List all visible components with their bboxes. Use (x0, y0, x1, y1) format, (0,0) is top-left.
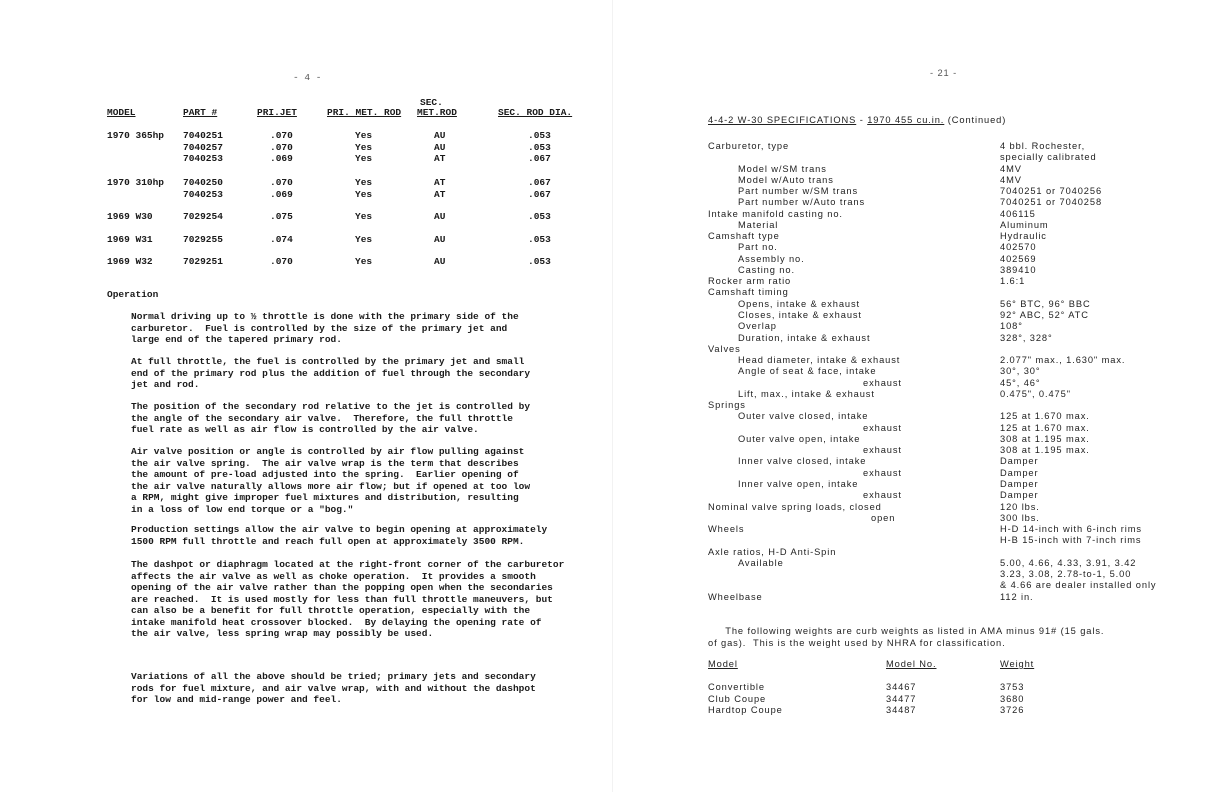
spec-row (708, 197, 1188, 208)
spec-label: Available (738, 557, 784, 568)
section-heading: Operation (107, 289, 159, 300)
spec-label: Springs (708, 400, 746, 411)
spec-row (708, 220, 1188, 231)
spec-label: Part number w/Auto trans (738, 197, 866, 208)
spec-value: 389410 (1000, 264, 1037, 275)
spec-row (708, 423, 1188, 434)
table-cell: AU (434, 256, 446, 267)
column-header: MODEL (107, 107, 136, 118)
spec-row (708, 209, 1188, 220)
spec-row (708, 321, 1188, 332)
spec-row (708, 445, 1188, 456)
table-cell: .067 (528, 189, 551, 200)
paragraph-line: the angle of the secondary air valve. Therefore, the full throttle (131, 412, 513, 424)
spec-title (708, 115, 1006, 125)
spec-row (708, 152, 1188, 163)
spec-label: Model w/SM trans (738, 163, 827, 174)
spec-value: 328°, 328° (1000, 332, 1053, 343)
table-cell: 7040251 (183, 130, 223, 141)
spec-label: Head diameter, intake & exhaust (738, 355, 901, 366)
spec-label: Material (738, 219, 779, 230)
table-cell: Yes (355, 256, 373, 267)
spec-row (708, 535, 1188, 546)
table-cell: .053 (528, 234, 551, 245)
spec-row (708, 141, 1188, 152)
spec-title-sep: - (856, 115, 868, 125)
spec-label: Assembly no. (738, 253, 805, 264)
column-header: PRI. MET. ROD (327, 107, 402, 118)
table-cell: .074 (270, 234, 293, 245)
paragraph-line: jet and rod. (131, 379, 200, 390)
spec-label: Camshaft timing (708, 287, 789, 298)
spec-row (708, 502, 1188, 513)
paragraph-line: large end of the tapered primary rod. (131, 334, 342, 345)
spec-row (708, 276, 1188, 287)
paragraph-line: for low and mid-range power and feel. (131, 694, 342, 705)
spec-value: 125 at 1.670 max. (1000, 411, 1090, 422)
spec-row (708, 254, 1188, 265)
spec-value: H-D 14-inch with 6-inch rims (1000, 524, 1142, 535)
note-line: The following weights are curb weights as listed in AMA minus 91# (15 gals. (708, 626, 1105, 636)
paragraph-line: can also be a benefit for full throttle operation, especially with the (131, 605, 531, 616)
spec-value: 308 at 1.195 max. (1000, 445, 1090, 456)
spec-label: Part number w/SM trans (738, 186, 859, 197)
spec-value: 92° ABC, 52° ATC (1000, 309, 1089, 320)
table-cell: Convertible (708, 682, 765, 692)
column-header: PART # (183, 107, 218, 118)
spec-row (708, 456, 1188, 467)
table-cell: .069 (270, 153, 293, 164)
paragraph-line: Normal driving up to ½ throttle is done with the primary side of the (131, 311, 519, 322)
table-cell: 1969 W31 (107, 234, 153, 245)
spec-row (708, 355, 1188, 366)
spec-value: Damper (1000, 467, 1039, 478)
column-header: Weight (1000, 659, 1035, 669)
paragraph (131, 356, 530, 391)
spec-row (708, 479, 1188, 490)
spec-label: exhaust (863, 445, 902, 456)
spec-row (708, 592, 1188, 603)
paragraph-line: in a loss of low end torque or a "bog." (131, 503, 354, 515)
paragraph (131, 401, 530, 436)
paragraph-line: the amount of pre-load adjusted into the spring. Earlier opening of (131, 469, 519, 480)
spec-value: Damper (1000, 490, 1039, 501)
table-cell: .053 (528, 142, 551, 153)
table-cell: 1969 W32 (107, 256, 153, 267)
table-cell: .053 (528, 130, 551, 141)
spec-row (708, 389, 1188, 400)
spec-row (708, 310, 1188, 321)
paragraph-line: rods for fuel mixture, and air valve wrap, with and without the dashpot (131, 682, 536, 694)
table-cell: AU (434, 142, 446, 153)
spec-value: 308 at 1.195 max. (1000, 433, 1090, 444)
spec-label: Closes, intake & exhaust (738, 309, 862, 320)
table-cell: Yes (355, 177, 373, 188)
spec-value: 402569 (1000, 253, 1037, 264)
spec-value: 300 lbs. (1000, 512, 1040, 523)
spec-value: 4MV (1000, 163, 1022, 174)
table-cell: Yes (355, 130, 373, 141)
paragraph-line: are reached. It is used mostly for less than full throttle maneuvers, but (131, 593, 553, 605)
spec-title-engine: 1970 455 cu.in. (867, 115, 945, 125)
table-cell: .070 (270, 142, 293, 153)
spec-row (708, 434, 1188, 445)
column-header: SEC. ROD DIA. (498, 107, 573, 118)
spec-label: exhaust (863, 490, 902, 501)
paragraph-line: the air valve, less spring wrap may possibly be used. (131, 628, 434, 639)
spec-title-suffix: (Continued) (944, 115, 1007, 125)
spec-label: Wheels (708, 524, 745, 535)
spec-value: 7040251 or 7040256 (1000, 186, 1103, 197)
spec-value: H-B 15-inch with 7-inch rims (1000, 535, 1142, 546)
spec-row (708, 468, 1188, 479)
spec-row (708, 490, 1188, 501)
spec-row (708, 524, 1188, 535)
spec-label: Model w/Auto trans (738, 174, 834, 185)
spec-title-main: 4-4-2 W-30 SPECIFICATIONS (708, 115, 857, 125)
spec-label: open (871, 512, 896, 523)
paragraph-line: intake manifold heat crossover blocked. By delaying the opening rate of (131, 616, 542, 628)
table-cell: 7040257 (183, 142, 223, 153)
spec-value: 1.6:1 (1000, 276, 1026, 287)
spec-row (708, 265, 1188, 276)
table-cell: Yes (355, 142, 373, 153)
spec-row (708, 164, 1188, 175)
table-cell: AT (434, 189, 446, 200)
spec-label: Overlap (738, 321, 777, 332)
spec-row (708, 580, 1188, 591)
spec-label: Carburetor, type (708, 141, 790, 151)
table-cell: AU (434, 234, 446, 245)
table-cell: 34477 (886, 693, 917, 704)
table-cell: .053 (528, 211, 551, 222)
table-cell: Yes (355, 189, 373, 200)
table-cell: Yes (355, 234, 373, 245)
spec-value: & 4.66 are dealer installed only (1000, 580, 1157, 591)
spec-value: 3.23, 3.08, 2.78-to-1, 5.00 (1000, 569, 1132, 580)
spec-value: Aluminum (1000, 219, 1049, 230)
paragraph-line: Air valve position or angle is controlled by air flow pulling against (131, 446, 525, 457)
spec-label: Axle ratios, H-D Anti-Spin (708, 546, 837, 557)
spec-row (708, 547, 1188, 558)
paragraph-line: opening of the air valve rather than the popping open when the secondaries (131, 582, 553, 593)
paragraph-line: The position of the secondary rod relative to the jet is controlled by (131, 401, 531, 412)
table-cell: 7040253 (183, 153, 223, 164)
spec-label: Rocker arm ratio (708, 276, 792, 287)
column-header: PRI.JET (257, 107, 297, 118)
column-header: MET.ROD (417, 107, 457, 118)
table-cell: .070 (270, 177, 293, 188)
spec-label: Lift, max., intake & exhaust (738, 388, 875, 399)
table-cell: .067 (528, 177, 551, 188)
spec-row (708, 287, 1188, 298)
spec-row (708, 411, 1188, 422)
spec-row (708, 366, 1188, 377)
table-cell: 3753 (1000, 682, 1025, 692)
paragraph-line: a RPM, might give improper fuel mixtures and distribution, resulting (131, 492, 519, 503)
paragraph (131, 311, 519, 346)
table-cell: 3680 (1000, 693, 1025, 704)
spec-label: Inner valve open, intake (738, 478, 859, 489)
table-cell: Club Coupe (708, 693, 767, 704)
note-line: of gas). This is the weight used by NHRA for classification. (708, 638, 1006, 648)
spec-value: 45°, 46° (1000, 377, 1041, 388)
spec-row (708, 400, 1188, 411)
table-cell: .070 (270, 130, 293, 141)
spec-label: Outer valve closed, intake (738, 411, 869, 422)
column-header: Model (708, 659, 738, 669)
page-spine (612, 0, 613, 792)
paragraph (131, 671, 536, 706)
spec-label: exhaust (863, 422, 902, 433)
table-cell: AT (434, 177, 446, 188)
spec-label: Outer valve open, intake (738, 433, 861, 444)
spec-label: Inner valve closed, intake (738, 456, 867, 467)
spec-row (708, 569, 1188, 580)
page-number: - 4 - (293, 72, 322, 83)
spec-label: Wheelbase (708, 591, 763, 602)
paragraph-line: The dashpot or diaphragm located at the right-front corner of the carburetor (131, 559, 565, 570)
table-cell: 1970 365hp (107, 130, 165, 141)
spec-row (708, 175, 1188, 186)
spec-value: specially calibrated (1000, 152, 1097, 163)
spec-label: Opens, intake & exhaust (738, 298, 860, 309)
table-cell: 1970 310hp (107, 177, 165, 188)
spec-label: Angle of seat & face, intake (738, 366, 877, 377)
paragraph-line: 1500 RPM full throttle and reach full open at approximately 3500 RPM. (131, 535, 525, 547)
table-cell: 34467 (886, 682, 917, 692)
paragraph (131, 446, 530, 515)
spec-value: 125 at 1.670 max. (1000, 422, 1090, 433)
header-prefix: SEC. (420, 97, 443, 108)
spec-row (708, 186, 1188, 197)
table-cell: 7040253 (183, 189, 223, 200)
spec-row (708, 333, 1188, 344)
spec-row (708, 513, 1188, 524)
spec-label: Valves (708, 343, 741, 354)
spec-value: 406115 (1000, 208, 1036, 219)
spec-label: Intake manifold casting no. (708, 208, 843, 219)
spec-value: Hydraulic (1000, 231, 1047, 242)
spec-value: 120 lbs. (1000, 501, 1040, 512)
spec-list (708, 141, 1188, 603)
table-cell: 7029251 (183, 256, 223, 267)
spec-value: 4MV (1000, 174, 1022, 185)
spec-label: exhaust (863, 467, 902, 478)
table-cell: 1969 W30 (107, 211, 153, 222)
spec-value: 30°, 30° (1000, 366, 1041, 377)
table-cell: Yes (355, 211, 373, 222)
table-cell: 7040250 (183, 177, 223, 188)
table-cell: .069 (270, 189, 293, 200)
paragraph-line: the air valve naturally allows more air flow; but if opened at too low (131, 480, 531, 492)
spec-label: Part no. (738, 242, 778, 253)
spec-row (708, 299, 1188, 310)
paragraph (131, 559, 564, 640)
spec-value: 0.475", 0.475" (1000, 388, 1071, 399)
paragraph-line: end of the primary rod plus the addition of fuel through the secondary (131, 367, 531, 379)
spec-value: Damper (1000, 478, 1039, 489)
spec-row (708, 558, 1188, 569)
spec-value: 402570 (1000, 242, 1037, 253)
paragraph-line: affects the air valve as well as choke operation. It provides a smooth (131, 570, 536, 582)
column-header: Model No. (886, 659, 937, 669)
spec-label: Camshaft type (708, 231, 780, 242)
spec-label: Duration, intake & exhaust (738, 332, 871, 343)
table-cell: .075 (270, 211, 293, 222)
spec-value: 4 bbl. Rochester, (1000, 141, 1086, 151)
paragraph-line: Production settings allow the air valve to begin opening at approximately (131, 524, 548, 535)
paragraph-line: Variations of all the above should be tried; primary jets and secondary (131, 671, 536, 682)
table-cell: 7029255 (183, 234, 223, 245)
spec-value: 7040251 or 7040258 (1000, 197, 1103, 208)
table-cell: 34487 (886, 705, 917, 715)
table-cell: Yes (355, 153, 373, 164)
table-cell: .070 (270, 256, 293, 267)
paragraph (131, 524, 547, 547)
spec-label: exhaust (863, 377, 902, 388)
table-cell: AT (434, 153, 446, 164)
spec-label: Casting no. (738, 264, 795, 275)
table-cell: AU (434, 130, 446, 141)
spec-row (708, 378, 1188, 389)
spec-value: 2.077" max., 1.630" max. (1000, 355, 1126, 366)
spec-value: Damper (1000, 456, 1039, 467)
table-cell: AU (434, 211, 446, 222)
page-number: - 21 - (930, 68, 958, 78)
table-cell: .067 (528, 153, 551, 164)
paragraph-line: carburetor. Fuel is controlled by the size of the primary jet and (131, 322, 508, 334)
weights-note (708, 625, 1104, 649)
table-cell: Hardtop Coupe (708, 705, 783, 715)
table-cell: .053 (528, 256, 551, 267)
spec-label: Nominal valve spring loads, closed (708, 501, 882, 512)
paragraph-line: At full throttle, the fuel is controlled by the primary jet and small (131, 356, 525, 367)
paragraph-line: fuel rate as well as air flow is controlled by the air valve. (131, 424, 479, 435)
spec-value: 108° (1000, 321, 1023, 332)
spec-value: 56° BTC, 96° BBC (1000, 298, 1091, 309)
spec-value: 5.00, 4.66, 4.33, 3.91, 3.42 (1000, 557, 1137, 568)
spec-row (708, 242, 1188, 253)
table-cell: 7029254 (183, 211, 223, 222)
spec-row (708, 231, 1188, 242)
spec-value: 112 in. (1000, 591, 1034, 602)
table-cell: 3726 (1000, 705, 1025, 715)
paragraph-line: the air valve spring. The air valve wrap is the term that describes (131, 457, 519, 469)
spec-row (708, 344, 1188, 355)
